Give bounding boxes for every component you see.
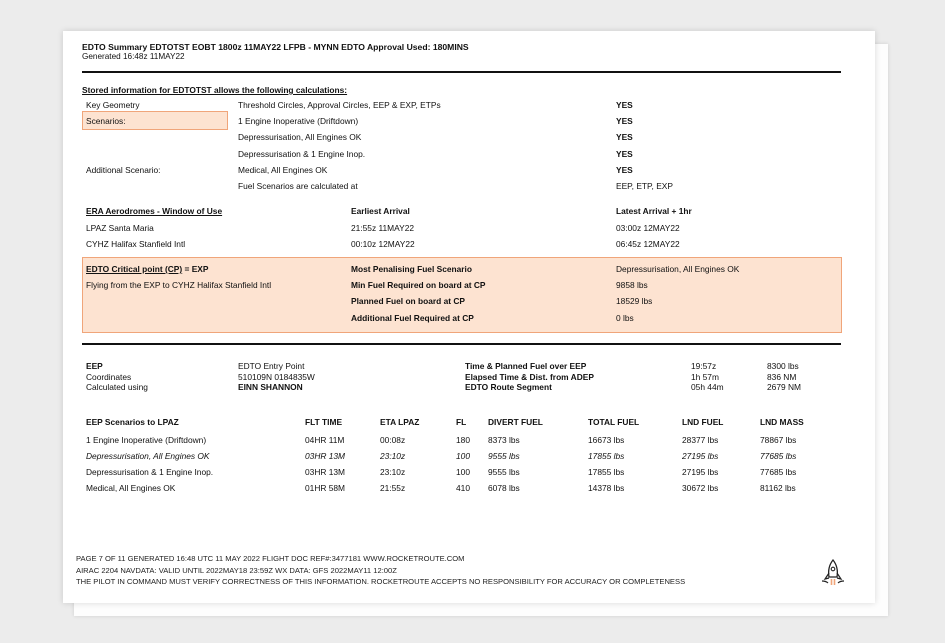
scenario-divert-fuel: 9555 lbs: [488, 467, 520, 477]
cp-row-value: 9858 lbs: [616, 280, 648, 290]
stored-row-desc: 1 Engine Inoperative (Driftdown): [238, 116, 359, 126]
stored-row-desc: Medical, All Engines OK: [238, 165, 328, 175]
scenario-flt-time: 03HR 13M: [305, 451, 346, 461]
stored-row-label: Scenarios:: [86, 116, 126, 126]
stored-row-value: YES: [616, 100, 633, 110]
era-heading: ERA Aerodromes - Window of Use: [86, 206, 223, 216]
scenario-flt-time: 03HR 13M: [305, 467, 346, 477]
scenario-total-fuel: 17855 lbs: [588, 467, 625, 477]
scenario-eta: 23:10z: [380, 467, 406, 477]
scenario-eta: 00:08z: [380, 435, 406, 445]
critical-point-route: Flying from the EXP to CYHZ Halifax Stanfield Intl: [86, 280, 272, 290]
scenario-name: Medical, All Engines OK: [86, 483, 176, 493]
eep-right-label: EDTO Route Segment: [465, 382, 552, 392]
scenario-fl: 410: [456, 483, 470, 493]
scenario-fl: 100: [456, 451, 470, 461]
era-earliest-arrival: 00:10z 12MAY22: [351, 239, 415, 249]
eep-value: 510109N 0184835W: [238, 372, 315, 382]
scenario-divert-fuel: 8373 lbs: [488, 435, 520, 445]
scenario-flt-time: 04HR 11M: [305, 435, 345, 445]
scenario-name: Depressurisation, All Engines OK: [86, 451, 210, 461]
scenario-lnd-mass: 77685 lbs: [760, 467, 797, 477]
scenario-divert-fuel: 9555 lbs: [488, 451, 520, 461]
scenario-eta: 23:10z: [380, 451, 406, 461]
table-header-divert-fuel: DIVERT FUEL: [488, 417, 543, 427]
scenario-lnd-mass: 77685 lbs: [760, 451, 797, 461]
stored-row-desc: Depressurisation, All Engines OK: [238, 132, 362, 142]
eep-value: EDTO Entry Point: [238, 361, 305, 371]
scenario-lnd-fuel: 30672 lbs: [682, 483, 719, 493]
scenario-eta: 21:55z: [380, 483, 406, 493]
scenario-fl: 180: [456, 435, 470, 445]
table-header-scenario: EEP Scenarios to LPAZ: [86, 417, 179, 427]
critical-point-heading: [86, 264, 208, 274]
table-header-eta: ETA LPAZ: [380, 417, 420, 427]
document-title: EDTO Summary EDTOTST EOBT 1800z 11MAY22 LFPB - MYNN EDTO Approval Used: 180MINS: [82, 42, 469, 52]
cp-row-value: Depressurisation, All Engines OK: [616, 264, 740, 274]
scenario-name: 1 Engine Inoperative (Driftdown): [86, 435, 207, 445]
scenario-total-fuel: 17855 lbs: [588, 451, 625, 461]
scenario-lnd-fuel: 27195 lbs: [682, 451, 719, 461]
table-header-lnd-mass: LND MASS: [760, 417, 804, 427]
era-latest-arrival: 03:00z 12MAY22: [616, 223, 680, 233]
era-aerodrome-name: LPAZ Santa Maria: [86, 223, 154, 233]
eep-right-value-2: 836 NM: [767, 372, 797, 382]
stored-row-desc: Depressurisation & 1 Engine Inop.: [238, 149, 366, 159]
rocketroute-logo-icon: [820, 558, 846, 588]
critical-point-title: EDTO Critical point (CP): [86, 264, 183, 274]
cp-row-value: 18529 lbs: [616, 296, 653, 306]
footer-page-info: PAGE 7 OF 11 GENERATED 16:48 UTC 11 MAY 2022 FLIGHT DOC REF#:3477181 WWW.ROCKETROUTE.COM: [76, 554, 465, 563]
cp-row-label: Planned Fuel on board at CP: [351, 296, 466, 306]
eep-right-value: 19:57z: [691, 361, 717, 371]
table-header-flt-time: FLT TIME: [305, 417, 343, 427]
stored-row-value: YES: [616, 132, 633, 142]
document-page: [63, 31, 875, 603]
cp-row-label: Min Fuel Required on board at CP: [351, 280, 486, 290]
stored-row-value: EEP, ETP, EXP: [616, 181, 673, 191]
stored-row-desc: Fuel Scenarios are calculated at: [238, 181, 358, 191]
eep-right-label: Elapsed Time & Dist. from ADEP: [465, 372, 594, 382]
footer-airac: AIRAC 2204 NAVDATA: VALID UNTIL 2022MAY18 23:59Z WX DATA: GFS 2022MAY11 12:00Z: [76, 566, 397, 575]
eep-value: EINN SHANNON: [238, 382, 303, 392]
table-header-lnd-fuel: LND FUEL: [682, 417, 724, 427]
scenario-flt-time: 01HR 58M: [305, 483, 346, 493]
scenario-divert-fuel: 6078 lbs: [488, 483, 520, 493]
cp-row-label: Most Penalising Fuel Scenario: [351, 264, 472, 274]
scenario-name: Depressurisation & 1 Engine Inop.: [86, 467, 214, 477]
scenario-lnd-fuel: 28377 lbs: [682, 435, 719, 445]
stored-row-label: Key Geometry: [86, 100, 140, 110]
eep-right-value: 1h 57m: [691, 372, 719, 382]
eep-right-value-2: 8300 lbs: [767, 361, 799, 371]
scenario-fl: 100: [456, 467, 470, 477]
eep-right-label: Time & Planned Fuel over EEP: [465, 361, 587, 371]
stored-row-value: YES: [616, 165, 633, 175]
eep-label: Coordinates: [86, 372, 132, 382]
eep-right-value: 05h 44m: [691, 382, 724, 392]
eep-label: EEP: [86, 361, 103, 371]
section-divider: [82, 343, 841, 345]
footer-disclaimer: THE PILOT IN COMMAND MUST VERIFY CORRECTNESS OF THIS INFORMATION. ROCKETROUTE ACCEPTS NO RESPONSIBILITY FOR ACCURACY OR COMPLETENESS: [76, 577, 686, 586]
stored-row-value: YES: [616, 149, 633, 159]
cp-row-label: Additional Fuel Required at CP: [351, 313, 474, 323]
era-earliest-arrival: 21:55z 11MAY22: [351, 223, 415, 233]
stored-row-value: YES: [616, 116, 633, 126]
stored-row-label: Additional Scenario:: [86, 165, 161, 175]
table-header-total-fuel: TOTAL FUEL: [588, 417, 640, 427]
scenario-total-fuel: 14378 lbs: [588, 483, 625, 493]
era-latest-header: Latest Arrival + 1hr: [616, 206, 692, 216]
critical-point-suffix: = EXP: [182, 264, 209, 274]
stored-row-desc: Threshold Circles, Approval Circles, EEP & EXP, ETPs: [238, 100, 441, 110]
scenario-lnd-fuel: 27195 lbs: [682, 467, 719, 477]
scenario-lnd-mass: 78867 lbs: [760, 435, 797, 445]
era-aerodrome-name: CYHZ Halifax Stanfield Intl: [86, 239, 186, 249]
cp-row-value: 0 lbs: [616, 313, 634, 323]
stored-info-heading: Stored information for EDTOTST allows the following calculations:: [82, 85, 348, 95]
table-header-fl: FL: [456, 417, 467, 427]
era-earliest-header: Earliest Arrival: [351, 206, 410, 216]
scenario-lnd-mass: 81162 lbs: [760, 483, 796, 493]
generated-timestamp: Generated 16:48z 11MAY22: [82, 52, 185, 61]
header-divider: [82, 71, 841, 73]
eep-right-value-2: 2679 NM: [767, 382, 801, 392]
eep-label: Calculated using: [86, 382, 148, 392]
era-latest-arrival: 06:45z 12MAY22: [616, 239, 680, 249]
scenario-total-fuel: 16673 lbs: [588, 435, 625, 445]
